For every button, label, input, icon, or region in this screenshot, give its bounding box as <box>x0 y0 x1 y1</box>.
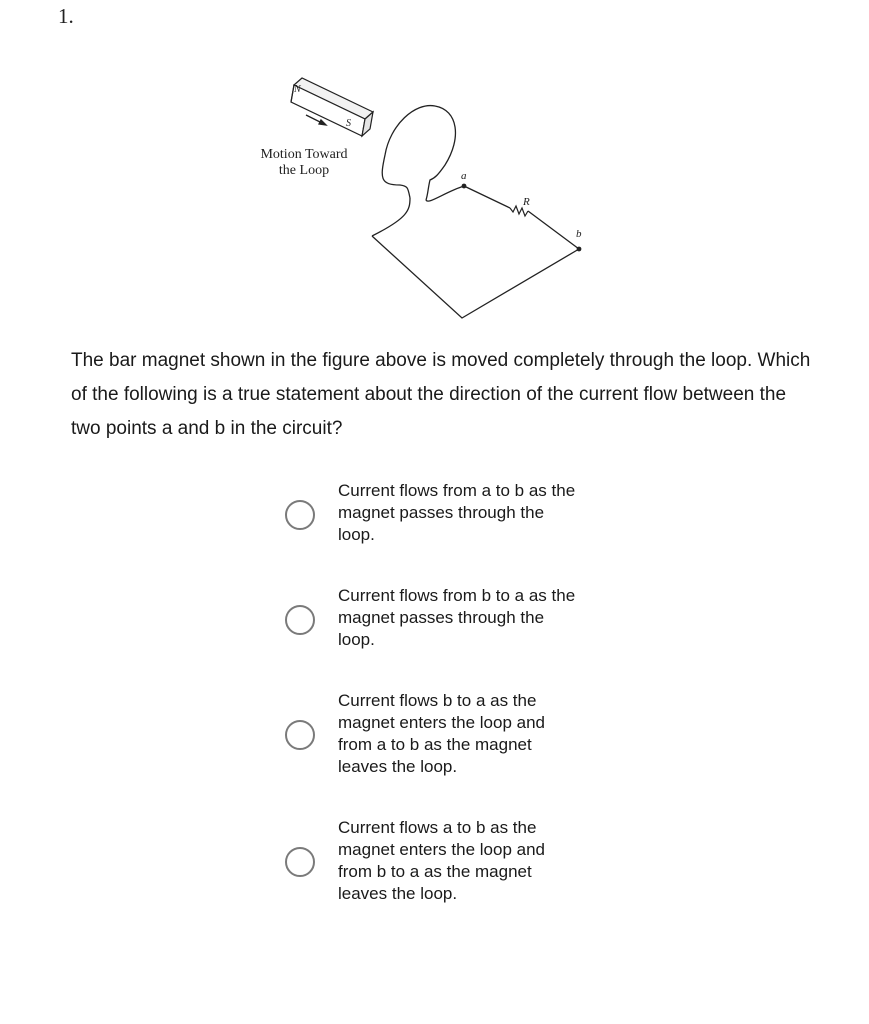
point-a-label: a <box>461 170 467 182</box>
magnet-north-label: N <box>294 84 301 95</box>
radio-button[interactable] <box>285 847 315 877</box>
radio-button[interactable] <box>285 720 315 750</box>
loop-lead-left <box>372 198 410 236</box>
figure-caption: Motion Toward the Loop <box>260 147 348 178</box>
resistor-label: R <box>523 196 530 208</box>
circuit-wire <box>372 236 579 318</box>
option-text: Current flows from a to b as the magnet passes through the loop. <box>338 481 576 544</box>
option-text: Current flows from b to a as the magnet passes through the loop. <box>338 586 576 649</box>
radio-button[interactable] <box>285 500 315 530</box>
loop-lead-right <box>426 186 464 201</box>
circuit-diagram <box>240 70 600 325</box>
radio-button[interactable] <box>285 605 315 635</box>
wire-resistor-to-b <box>528 211 579 249</box>
question-text: The bar magnet shown in the figure above is moved completely through the loop. Which of the following is a true statement about the direction of the current flow between the two points a and b in the circuit? <box>71 350 811 439</box>
magnet-south-label: S <box>346 118 351 129</box>
point-b-label: b <box>576 228 582 240</box>
bar-magnet <box>291 78 373 136</box>
option-text: Current flows b to a as the magnet enters the loop and from a to b as the magnet leaves the loop. <box>338 691 545 776</box>
wire-a-to-resistor <box>464 186 510 208</box>
point-b-dot <box>577 247 582 252</box>
question-number: 1. <box>58 4 74 28</box>
option-text: Current flows a to b as the magnet enters the loop and from b to a as the magnet leaves the loop. <box>338 818 545 903</box>
magnet-loop-figure <box>240 70 600 325</box>
point-a-dot <box>462 184 467 189</box>
wire-loop <box>382 106 455 200</box>
